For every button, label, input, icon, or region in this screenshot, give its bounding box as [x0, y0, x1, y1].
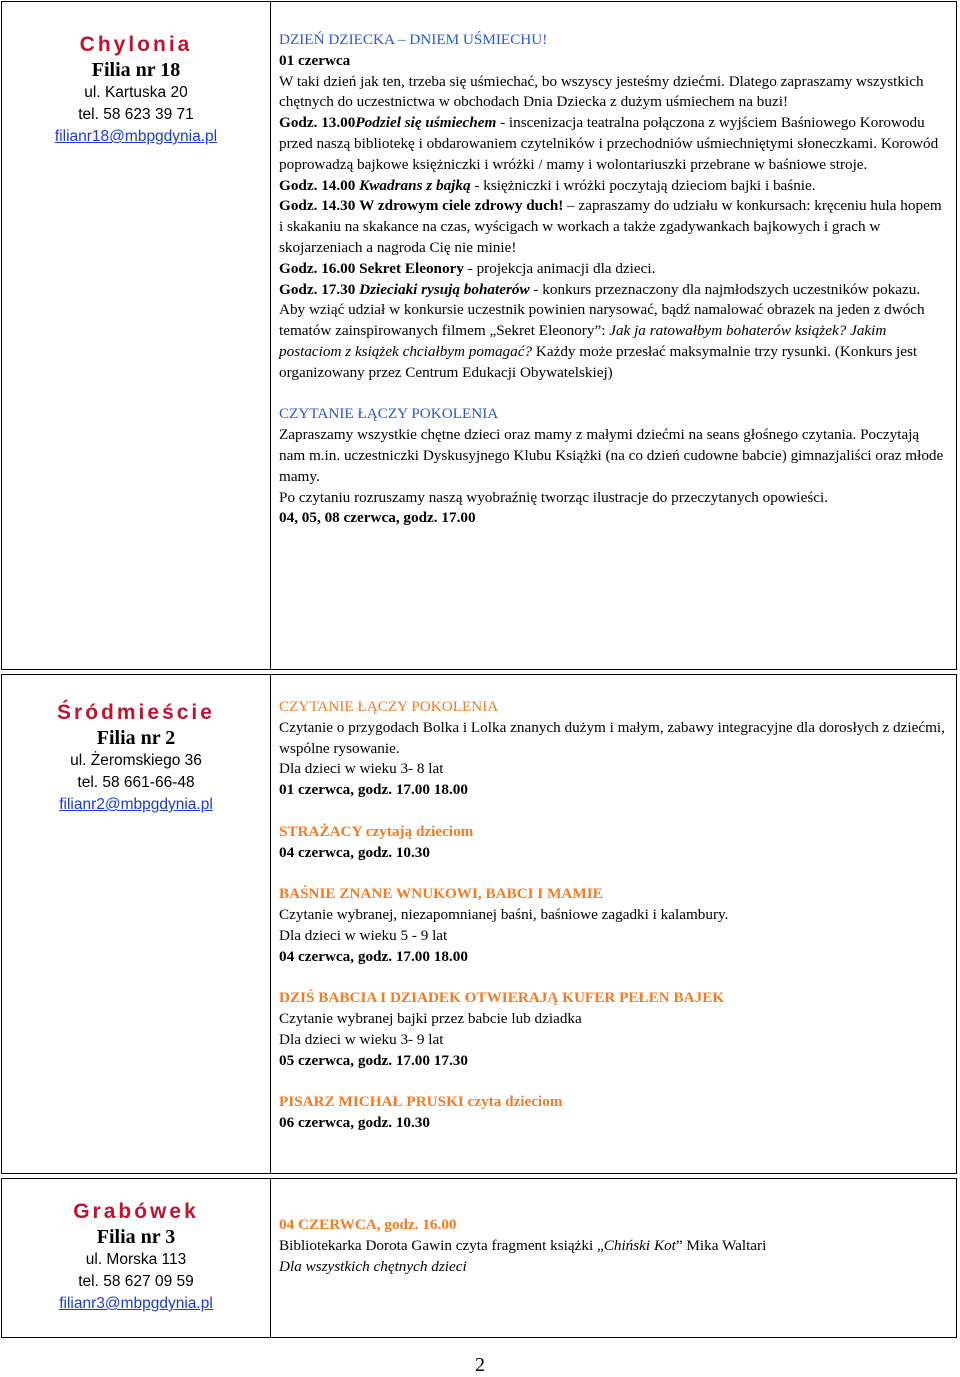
event-title: BAŚNIE ZNANE WNUKOWI, BABCI I MAMIE — [279, 885, 603, 903]
branch-phone: tel. 58 623 39 71 — [78, 106, 194, 123]
spacer — [279, 384, 948, 405]
event-date: 01 czerwca — [279, 51, 351, 69]
event-item — [279, 280, 948, 384]
branch-email-link[interactable]: filianr3@mbpgdynia.pl — [59, 1295, 213, 1312]
event-title: Sekret Eleonory — [359, 259, 464, 277]
branch-phone: tel. 58 627 09 59 — [78, 1273, 194, 1290]
book-title: Chiński Kot — [603, 1236, 676, 1254]
spacer — [279, 967, 948, 988]
event-description: Zapraszamy wszystkie chętne dzieci oraz mamy z małymi dziećmi na seans głośnego czytania. Poczytają nam m.in. uczestniczki Dyskusyjnego Klubu Książki (na co dzień cudowne babcie) gimnazjaliści oraz młode mamy. — [279, 426, 944, 485]
event-time: Godz. 14.30 — [279, 197, 356, 215]
event-description: Czytanie o przygodach Bolka i Lolka znanych dużym i małym, zabawy integracyjne dla dorosłych z dziećmi, wspólne rysowanie. — [279, 718, 945, 757]
event-title: Podziel się uśmiechem — [355, 114, 497, 132]
event-description: - księżniczki i wróżki poczytają dzieciom bajki i baśnie. — [470, 176, 816, 194]
event-description: Czytanie wybranej, niezapomnianej baśni, baśniowe zagadki i kalambury. — [279, 905, 729, 923]
event-heading: DZIEŃ DZIECKA – DNIEM UŚMIECHU! — [279, 31, 548, 48]
event-text-post: ” Mika Waltari — [675, 1236, 767, 1254]
event-time: Godz. 13.00 — [279, 114, 356, 132]
event-age: Dla dzieci w wieku 3- 9 lat — [279, 1030, 444, 1048]
event-description: - konkurs przeznaczony dla najmłodszych uczestników pokazu. Aby wziąć udział w konkursie uczestnik powinien narysować, bądź namalować obrazek na jeden z dwóch tematów zainspirowanych filmem „Sekret Eleonory”: — [279, 280, 925, 340]
branch-row-chylonia — [1, 1, 957, 670]
event-title: STRAŻACY czytają dzieciom — [279, 822, 474, 840]
spacer — [279, 801, 948, 822]
event-item — [279, 196, 948, 258]
branch-row-srodmiescie — [1, 674, 957, 1174]
branch-street: ul. Kartuska 20 — [84, 84, 188, 101]
event-description — [279, 1236, 948, 1257]
event-title: CZYTANIE ŁĄCZY POKOLENIA — [279, 698, 499, 715]
event-title: Dzieciaki rysują bohaterów — [359, 280, 530, 298]
event-date: 04 czerwca, godz. 10.30 — [279, 843, 430, 861]
branch-events-srodmiescie — [271, 697, 956, 1134]
event-title: W zdrowym ciele zdrowy duch! — [359, 197, 564, 215]
page-number: 2 — [475, 1354, 485, 1376]
event-title: PISARZ MICHAŁ PRUSKI czyta dzieciom — [279, 1093, 563, 1111]
event-age: Dla dzieci w wieku 5 - 9 lat — [279, 926, 448, 944]
event-item — [279, 113, 948, 175]
event-description: - inscenizacja teatralna połączona z wyjściem Baśniowego Korowodu przed naszą bibliotekę i obdarowaniem czytelników i przechodniów uśmiechniętymi słoneczkami. Korowód poprowadzą bajkowe księżniczki i wróżki / mamy i wolontariuszki przebrane w baśniowe stroje. — [279, 114, 939, 173]
event-date: 05 czerwca, godz. 17.00 17.30 — [279, 1051, 468, 1069]
event-heading: CZYTANIE ŁĄCZY POKOLENIA — [279, 405, 499, 423]
branch-filia: Filia nr 2 — [96, 727, 176, 749]
event-audience: Dla wszystkich chętnych dzieci — [279, 1257, 467, 1275]
event-date: 04 czerwca, godz. 17.00 18.00 — [279, 947, 468, 965]
event-date: 04, 05, 08 czerwca, godz. 17.00 — [279, 509, 476, 527]
branch-info-chylonia — [2, 2, 271, 669]
branch-filia: Filia nr 18 — [91, 59, 181, 81]
branch-row-grabowek — [1, 1178, 957, 1338]
branch-email-link[interactable]: filianr2@mbpgdynia.pl — [59, 796, 213, 813]
event-time: Godz. 14.00 — [279, 176, 356, 194]
event-intro: W taki dzień jak ten, trzeba się uśmiechać, bo wszyscy jesteśmy dziećmi. Dlatego zapraszamy wszystkich chętnych do uczestnictwa w obchodach Dnia Dziecka z dużym uśmiechem na buzi! — [279, 72, 924, 111]
event-title: Kwadrans z bajką — [359, 176, 471, 194]
branch-filia: Filia nr 3 — [96, 1226, 176, 1248]
event-item — [279, 259, 948, 280]
event-date: 04 CZERWCA, godz. 16.00 — [279, 1216, 457, 1233]
branch-street: ul. Żeromskiego 36 — [70, 752, 202, 769]
event-time: Godz. 17.30 — [279, 280, 356, 298]
branch-street: ul. Morska 113 — [85, 1251, 187, 1268]
event-description: - projekcja animacji dla dzieci. — [463, 259, 656, 277]
event-note: Każdy może przesłać maksymalnie trzy rysunki. (Konkurs jest organizowany przez Centrum Edukacji Obywatelskiej) — [279, 342, 918, 381]
event-time: Godz. 16.00 — [279, 259, 356, 277]
spacer — [279, 863, 948, 884]
branch-phone: tel. 58 661-66-48 — [77, 774, 195, 791]
event-description: – zapraszamy do udziału w konkursach: kręceniu hula hopem i skakaniu na skakance na czas, wyścigach w workach a także zgadywankach bajkowych i grach w skojarzeniach a nagroda Cię nie minie! — [279, 197, 942, 256]
branch-name: Grabówek — [73, 1200, 199, 1223]
event-text-pre: Bibliotekarka Dorota Gawin czyta fragment książki „ — [279, 1236, 604, 1254]
event-description: Czytanie wybranej bajki przez babcie lub dziadka — [279, 1009, 582, 1027]
event-item — [279, 176, 948, 197]
branch-events-chylonia — [271, 30, 956, 529]
branch-info-srodmiescie — [2, 675, 271, 1173]
branch-name: Chylonia — [79, 33, 193, 56]
spacer — [279, 1071, 948, 1092]
event-question: Jak ja ratowałbym bohaterów książek? Jakim postaciom z książek chciałbym pomagać? — [279, 322, 887, 360]
branch-name: Śródmieście — [57, 701, 215, 724]
event-age: Dla dzieci w wieku 3- 8 lat — [279, 760, 444, 778]
event-title: DZIŚ BABCIA I DZIADEK OTWIERAJĄ KUFER PEŁEN BAJEK — [279, 989, 725, 1007]
event-description: Po czytaniu rozruszamy naszą wyobraźnię tworząc ilustracje do przeczytanych opowieści. — [279, 488, 829, 506]
branch-info-grabowek — [2, 1179, 271, 1337]
branch-email-link[interactable]: filianr18@mbpgdynia.pl — [54, 128, 218, 145]
branch-events-grabowek — [271, 1215, 956, 1277]
event-date: 06 czerwca, godz. 10.30 — [279, 1113, 430, 1131]
event-date: 01 czerwca, godz. 17.00 18.00 — [279, 781, 468, 799]
